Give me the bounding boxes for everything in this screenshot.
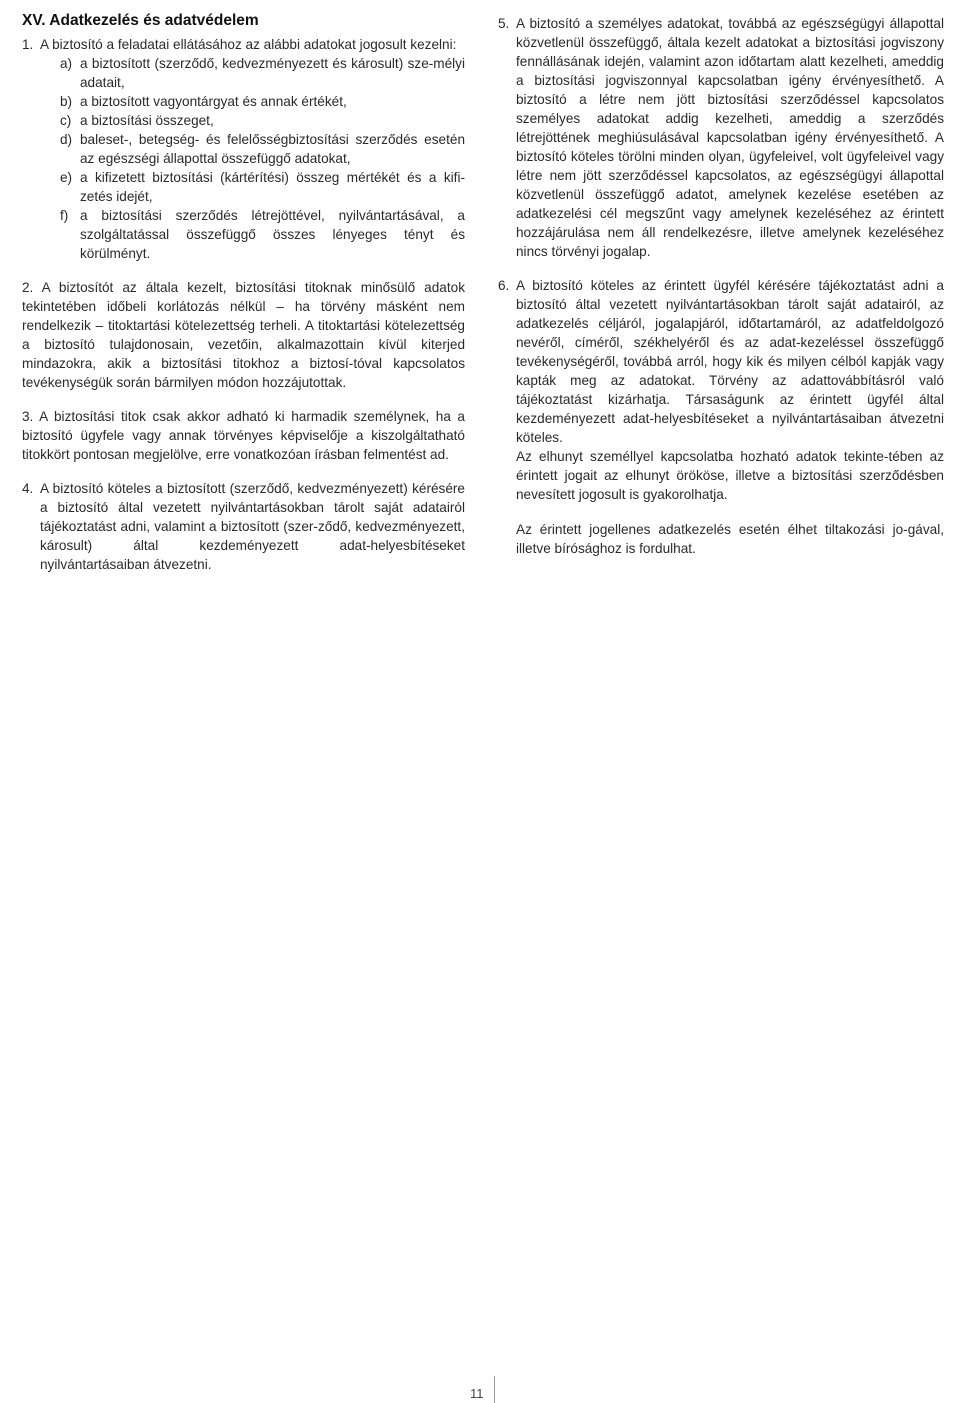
list-item: c) a biztosítási összeget, <box>60 113 214 128</box>
section-number: 6. <box>498 278 510 293</box>
footer-divider <box>494 1376 495 1403</box>
section-number: 5. <box>498 16 510 31</box>
section-6-text-3: Az érintett jogellenes adatkezelés esetén élhet tiltakozási jo-gával, illetve bírósághoz is fordulhat. <box>516 522 944 556</box>
list-item: f) a biztosítási szerződés létrejöttével, nyilvántartásával, a szolgáltatással összefüggő összes lényeges tényt és körülményt. <box>60 208 465 261</box>
data-list <box>40 54 465 263</box>
list-item: e) a kifizetett biztosítási (kártérítési) összeg mértékét és a kifi-zetés idejét, <box>60 170 465 204</box>
section-number: 2. <box>22 280 34 295</box>
page-number: 11 <box>470 1386 484 1401</box>
section-6 <box>498 276 944 558</box>
section-number: 1. <box>22 37 34 52</box>
section-3 <box>22 407 465 464</box>
section-1-intro: A biztosító a feladatai ellátásához az alábbi adatokat jogosult kezelni: <box>40 37 457 52</box>
section-2-text: A biztosítót az általa kezelt, biztosítási titoknak minősülő adatok tekintetében időbeli korlátozás nélkül – ha törvény másként nem rendelkezik – titoktartási kötelezettség terheli. A titoktartási kötelezettség a biztosító tulajdonosain, vezetőin, alkalmazottain kívül kiterjed mindazokra, akik a biztosítási titokhoz a biztosí-tóval kapcsolatos tevékenységük során bármilyen módon hozzájutottak. <box>22 280 465 390</box>
section-4 <box>22 479 465 574</box>
section-6-text: A biztosító köteles az érintett ügyfél kérésére tájékoztatást adni a biztosító által vezetett nyilvántartásokban tárolt saját adatairól, az adatkezelés céljáról, jogalapjáról, időtartamáról, az adatfeldolgozó nevéről, címéről, székhelyéről és az adat-kezeléssel összefüggő tevékenységéről, továbbá arról, hogy kik és milyen célból kapják vagy kapták meg az adatokat. Törvény az adattovábbításról való tájékoztatást kizárhatja. Társaságunk az érintett ügyfél által kezdeményezett adat-helyesbítéseket a nyilvántartásaiban átvezetni köteles. <box>516 278 944 445</box>
section-6-text-2: Az elhunyt személlyel kapcsolatba hozható adatok tekinte-tében az érintett jogait az elhunyt örököse, illetve a biztosítási szerződésben nevesített jogosult is gyakorolhatja. <box>516 449 944 502</box>
section-number: 4. <box>22 481 34 496</box>
list-item: a) a biztosított (szerződő, kedvezményezett és károsult) sze-mélyi adatait, <box>60 56 465 90</box>
section-2 <box>22 278 465 392</box>
list-item: b) a biztosított vagyontárgyat és annak értékét, <box>60 94 347 109</box>
section-number: 3. <box>22 409 34 424</box>
section-title: XV. Adatkezelés és adatvédelem <box>22 12 259 29</box>
list-item: d) baleset-, betegség- és felelősségbiztosítási szerződés esetén az egészségi állapottal összefüggő adatokat, <box>60 132 465 166</box>
section-1 <box>22 35 465 263</box>
section-3-text: A biztosítási titok csak akkor adható ki harmadik személynek, ha a biztosító ügyfele vagy annak törvényes képviselője a kiszolgáltatható titokkört pontosan megjelölve, erre vonatkozóan írásban felmentést ad. <box>22 409 465 462</box>
left-column <box>22 35 465 589</box>
section-4-text: A biztosító köteles a biztosított (szerződő, kedvezményezett) kérésére a biztosító által vezetett nyilvántartásokban tárolt saját adatairól tájékoztatást adni, valamint a biztosított (szer-ződő, kedvezményezett, károsult) által kezdeményezett adat-helyesbítéseket nyilvántartásaiban átvezetni. <box>40 481 465 572</box>
section-5-text: A biztosító a személyes adatokat, továbbá az egészségügyi állapottal közvetlenül összefüggő, általa kezelt adatokat a biztosítási jogviszony fennállásának idején, valamint azon időtartam alatt kezelheti, ameddig a biztosítási jogviszonnyal kapcsolatban igény érvényesíthető. A biztosító a létre nem jött biztosítási szerződéssel kapcsolatos személyes adatokat addig kezelheti, ameddig a szerződés létrejöttének meghiúsulásával kapcsolatban igény érvényesíthető. A biztosító köteles törölni minden olyan, ügyfeleivel, volt ügyfeleivel vagy létre nem jött szerződéssel kapcsolatos, az egészségügyi állapottal közvetlenül összefüggő adatot, amelynek kezelése esetében az adatkezelési cél megszűnt vagy amelynek kezeléséhez az érintett hozzájárulása nem áll rendelkezésre, illetve amelynek kezeléséhez nincs törvényi jogalap. <box>516 16 944 259</box>
right-column <box>498 14 944 573</box>
section-5 <box>498 14 944 261</box>
